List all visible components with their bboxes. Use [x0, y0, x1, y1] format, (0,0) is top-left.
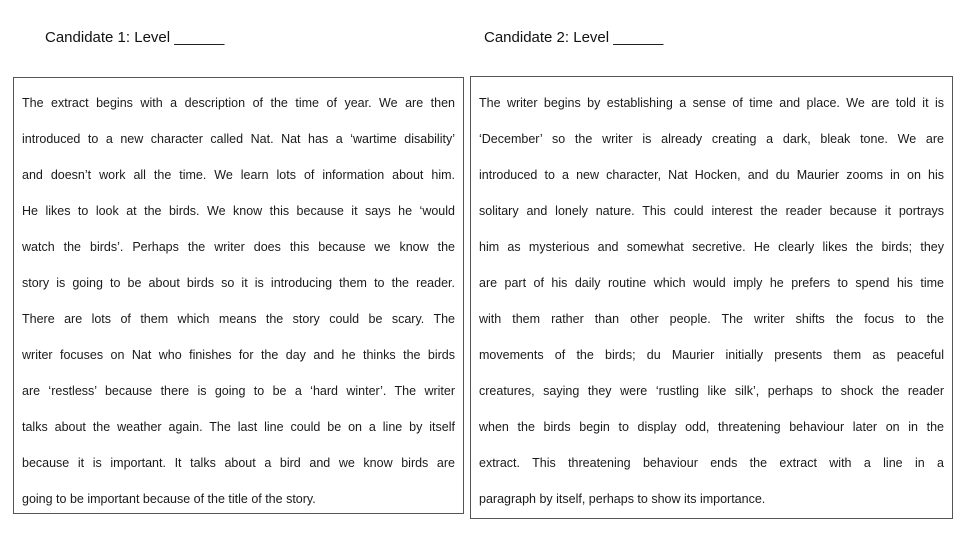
candidate-2-line: creatures, saying they were ‘rustling like silk’, perhaps to shock the reader — [479, 384, 944, 398]
candidate-2-line: with them rather than other people. The writer shifts the focus to the — [479, 312, 944, 326]
candidate-1-line: story is going to be about birds so it is introducing them to the reader. — [22, 276, 455, 290]
candidate-2-line: extract. This threatening behaviour ends the extract with a line in a — [479, 456, 944, 470]
candidate-2-line: solitary and lonely nature. This could interest the reader because it portrays — [479, 204, 944, 218]
candidate-1-line: going to be important because of the title of the story. — [22, 492, 316, 506]
candidate-2-line: The writer begins by establishing a sense of time and place. We are told it is — [479, 96, 944, 110]
candidate-1-line: are ‘restless’ because there is going to be a ‘hard winter’. The writer — [22, 384, 455, 398]
candidate-2-line: are part of his daily routine which would imply he prefers to spend his time — [479, 276, 944, 290]
candidate-1-line: because it is important. It talks about a bird and we know birds are — [22, 456, 455, 470]
candidate-1-line: and doesn’t work all the time. We learn lots of information about him. — [22, 168, 455, 182]
candidate-1-line: The extract begins with a description of the time of year. We are then — [22, 96, 455, 110]
candidate-1-line: writer focuses on Nat who finishes for the day and he thinks the birds — [22, 348, 455, 362]
candidate-1-line: talks about the weather again. The last line could be on a line by itself — [22, 420, 455, 434]
candidate-1-line: watch the birds’. Perhaps the writer does this because we know the — [22, 240, 455, 254]
candidate-2-line: paragraph by itself, perhaps to show its importance. — [479, 492, 766, 506]
candidate-1-line: He likes to look at the birds. We know this because it says he ‘would — [22, 204, 455, 218]
candidate-2-line: ‘December’ so the writer is already creating a dark, bleak tone. We are — [479, 132, 944, 146]
candidate-2-line: him as mysterious and somewhat secretive. He clearly likes the birds; they — [479, 240, 944, 254]
candidate-2-line: movements of the birds; du Maurier initially presents them as peaceful — [479, 348, 944, 362]
candidate-2-line: when the birds begin to display odd, threatening behaviour later on in the — [479, 420, 944, 434]
candidate-1-line: introduced to a new character called Nat. Nat has a ‘wartime disability’ — [22, 132, 455, 146]
candidate-1-heading: Candidate 1: Level ______ — [45, 29, 225, 46]
candidate-2-line: introduced to a new character, Nat Hocken, and du Maurier zooms in on his — [479, 168, 944, 182]
candidate-2-heading: Candidate 2: Level ______ — [484, 29, 664, 46]
candidate-2-text-box — [470, 76, 953, 519]
candidate-1-line: There are lots of them which means the story could be scary. The — [22, 312, 455, 326]
candidate-1-text-box — [13, 77, 464, 514]
